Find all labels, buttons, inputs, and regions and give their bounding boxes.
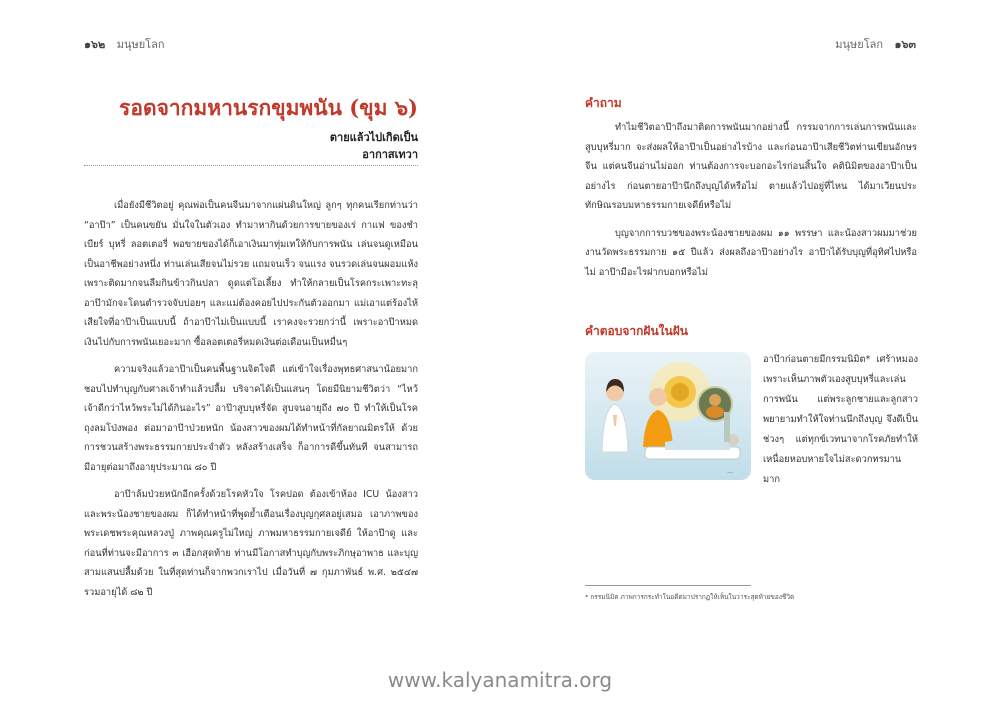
dream-illustration (585, 352, 751, 480)
svg-text:—: — (727, 469, 733, 476)
right-running-header (835, 35, 916, 53)
question-paragraph: บุญจากการบวชของพระน้องชายของผม ๑๑ พรรษา และน้องสาวผมมาช่วยงานวัดพระธรรมกาย ๑๕ ปีแล้ว ส่งผลถึงอาป๊าอย่างไร อาป๊าได้รับบุญที่อุทิศไปหรือไม่ อาป๊ามีอะไรฝากบอกหรือไม่ (585, 227, 917, 278)
answer-heading: คำตอบจากฝันในฝัน (585, 324, 688, 338)
title-divider (84, 165, 418, 166)
answer-text: อาป๊าก่อนตายมีกรรมนิมิต* เศร้าหมอง เพราะเห็นภาพตัวเองสูบบุหรี่และเล่นการพนัน แต่พระลูกชายและลูกสาวพยายามทำให้ใจท่านนึกถึงบุญ จึงดีเป็นช่วงๆ แต่ทุกข์เวทนาจากโรคภัยทำให้เหนื่อยหอบหายใจไม่สะดวกทรมานมาก (763, 354, 918, 485)
right-running-title: มนุษยโลก (835, 38, 884, 51)
dream-illustration-svg (585, 352, 751, 480)
left-body (84, 196, 418, 602)
left-running-title: มนุษยโลก (116, 38, 165, 51)
body-paragraph: ความจริงแล้วอาป๊าเป็นคนพื้นฐานจิตใจดี แต่เข้าใจเรื่องพุทธศาสนาน้อยมาก ชอบไปทำบุญกับศาลเจ้าทำแล้วปลื้ม บริจาคได้เป็นแสนๆ โดยมีนิยามชีวิตว่า “ไหว้เจ้าดีกว่าไหว้พระไม่ได้กินอะไร” อาป๊าสูบบุหรี่จัด สูบจนอายุถึง ๗๐ ปี ทำให้เป็นโรคถุงลมโป่งพอง ต่อมาอาป๊าป่วยหนัก น้องสาวของผมได้ทำหน้าที่กัลยาณมิตรให้ ด้วยการชวนสร้างพระธรรมกายประจำตัว หลังสร้างเสร็จ ก็อาการดีขึ้นทันที จนสามารถมีอายุต่อมาถึงอายุประมาณ ๘๐ ปี (84, 364, 418, 473)
chapter-subtitle-line2: อากาสเทวา (362, 148, 418, 161)
chapter-subtitle-line1: ตายแล้วไปเกิดเป็น (329, 131, 418, 144)
question-body (585, 118, 917, 282)
body-paragraph: เมื่อยังมีชีวิตอยู่ คุณพ่อเป็นคนจีนมาจากแผ่นดินใหญ่ ลูกๆ ทุกคนเรียกท่านว่า “อาป๊า” เป็นคนขยัน มั่นใจในตัวเอง ทำมาหากินด้วยการขายของเร่ กาแฟ ของชำ เบียร์ บุหรี่ ลอตเตอรี่ พอขายของได้ก็เอาเงินมาทุ่มเทให้กับการพนัน เล่นจนดูเหมือนเป็นอาชีพอย่างหนึ่ง ท่านเล่นเสียจนไม่รวย แถมจนเร็ว จนแรง จนรวดเล่นจนผอมแห้ง เพราะติดมากจนลืมกินข้าวกินปลา ดูดแต่โอเลี้ยง ทำให้กลายเป็นโรคกระเพาะทะลุ อาป๊ามักจะโดนตำรวจจับบ่อยๆ และแม่ต้องคอยไปประกันตัวออกมา แม่เอาแต่ร้องไห้ เสียใจที่อาป๊าเป็นแบบนี้ ถ้าอาป๊าไม่เป็นแบบนี้ เราคงจะรวยกว่านี้ เพราะอาป๊าหมดเงินไปกับการพนันเยอะมาก ซื้อลอตเตอรี่หมดเงินต่อเดือนเป็นหมื่นๆ (84, 200, 418, 348)
chapter-title: รอดจากมหานรกขุมพนัน (ขุม ๖) (119, 95, 418, 120)
right-page-number: ๑๖๓ (894, 38, 916, 51)
left-running-header (84, 35, 165, 53)
footnote-rule (585, 585, 751, 586)
question-heading: คำถาม (585, 96, 622, 110)
watermark: www.kalyanamitra.org (387, 668, 613, 692)
question-paragraph: ทำไมชีวิตอาป๊าถึงมาติดการพนันมากอย่างนี้ กรรมจากการเล่นการพนันและสูบบุหรี่มาก จะส่งผลให้อาป๊าเป็นอย่างไรบ้าง และก่อนอาป๊าเสียชีวิตท่านเขียนอักษรจีน แต่คนจีนอ่านไม่ออก ท่านต้องการจะบอกอะไรก่อนสิ้นใจ คตินิมิตของอาป๊าเป็นอย่างไร ก่อนตายอาป๊านึกถึงบุญได้หรือไม่ ตายแล้วไปอยู่ที่ไหน ได้มาเวียนประทักษิณรอบมหาธรรมกายเจดีย์หรือไม่ (585, 122, 917, 211)
footnote: * กรรมนิมิต ภาพการกระทำในอดีตมาปรากฏให้เห็นในวาระสุดท้ายของชีวิต (585, 593, 795, 601)
left-page-number: ๑๖๒ (84, 38, 106, 51)
body-paragraph: อาป๊าล้มป่วยหนักอีกครั้งด้วยโรคหัวใจ โรคปอด ต้องเข้าห้อง ICU น้องสาวและพระน้องชายของผม ก็ได้ทำหน้าที่พูดย้ำเตือนเรื่องบุญกุศลอยู่เสมอ เอาภาพของพระเดชพระคุณหลวงปู่ ภาพคุณครูไม่ใหญ่ ภาพมหาธรรมกายเจดีย์ ให้อาป๊าดู และก่อนที่ท่านจะมีอาการ ๓ เฮือกสุดท้าย ท่านมีโอกาสทำบุญกับพระภิกษุอาพาธ และบุญสามแสนปลื้มด้วย ในที่สุดท่านก็จากพวกเราไป เมื่อวันที่ ๗ กุมภาพันธ์ พ.ศ. ๒๕๔๗ รวมอายุได้ ๘๒ ปี (84, 489, 418, 598)
